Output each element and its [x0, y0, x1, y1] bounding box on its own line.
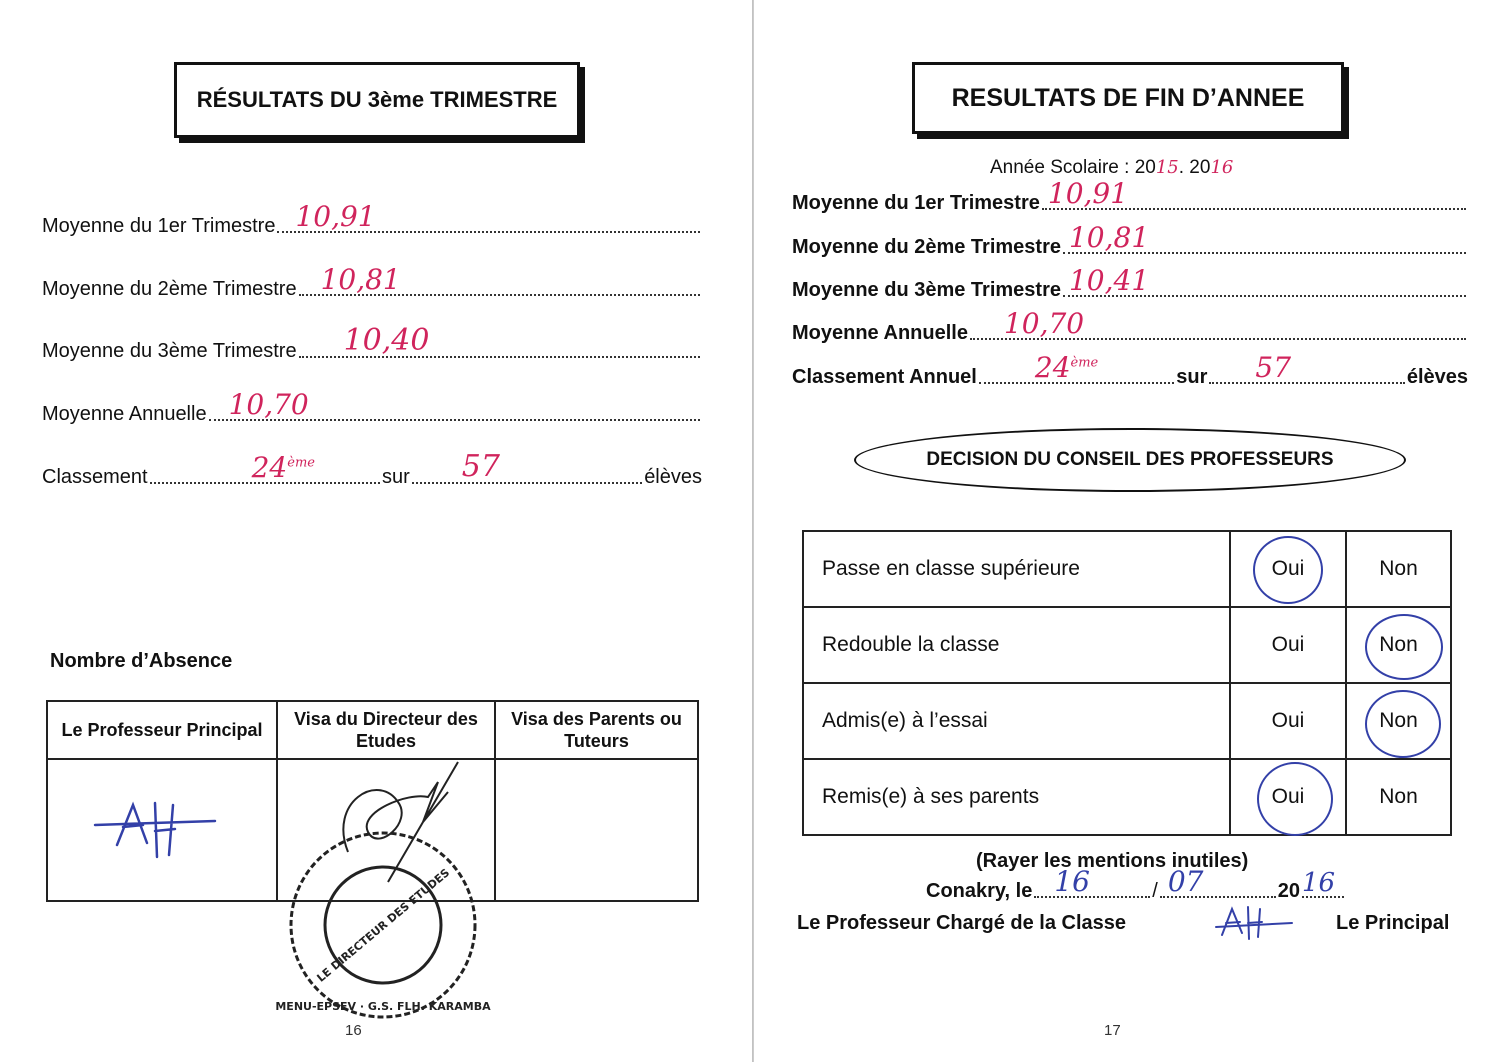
left-page-number: 16 [345, 1022, 362, 1039]
classement-label: Classement Annuel [792, 366, 977, 388]
choice-oui[interactable]: Oui [1230, 759, 1346, 835]
handwritten-value: 10,81 [320, 263, 401, 296]
date-line: Conakry, le 16 / 07 20 16 [926, 880, 1346, 903]
decision-title: DECISION DU CONSEIL DES PROFESSEURS [926, 449, 1334, 470]
dotted-leader [299, 263, 700, 296]
left-title-box [174, 62, 580, 138]
row-label: Moyenne du 1er Trimestre [42, 215, 276, 237]
decision-label: Redouble la classe [803, 607, 1230, 683]
classement-label: Classement [42, 466, 148, 488]
dotted-leader [1034, 865, 1150, 898]
rayer-note: (Rayer les mentions inutiles) [976, 850, 1249, 872]
right-page-number: 17 [1104, 1022, 1121, 1039]
class-teacher-signature [1216, 903, 1296, 943]
right-page [754, 0, 1500, 1062]
professor-signature [95, 795, 225, 865]
circle-mark [1257, 762, 1333, 836]
handwritten-value: 10,70 [1003, 307, 1085, 340]
dotted-leader [209, 388, 700, 421]
decision-row [803, 531, 1451, 607]
handwritten-value: 10,41 [1068, 264, 1150, 297]
sur-label: sur [1176, 366, 1208, 388]
right-row-4 [792, 307, 1468, 345]
dotted-leader [299, 323, 700, 358]
header-directeur: Visa du Directeur des Etudes [277, 701, 495, 759]
handwritten-value: 10,91 [295, 200, 376, 233]
row-label: Moyenne du 2ème Trimestre [42, 278, 297, 300]
handwritten-rank: 24ème [251, 451, 315, 484]
decision-row [803, 759, 1451, 835]
decision-label: Remis(e) à ses parents [803, 759, 1230, 835]
choice-non[interactable]: Non [1346, 683, 1451, 759]
decision-table [802, 530, 1452, 836]
date-month: 07 [1167, 865, 1204, 898]
dotted-leader [150, 451, 380, 484]
choice-oui[interactable]: Oui [1230, 531, 1346, 607]
school-year: Année Scolaire : 2015. 2016 [990, 157, 1234, 178]
choice-non[interactable]: Non [1346, 759, 1451, 835]
decision-row [803, 607, 1451, 683]
cell-parents-visa [495, 759, 698, 901]
stamp-ring-text: MENU-EPSEV · G.S. FLH. KARAMBA [275, 1000, 491, 1013]
dotted-leader [1160, 865, 1276, 898]
header-professeur: Le Professeur Principal [47, 701, 277, 759]
header-parents: Visa des Parents ou Tuteurs [495, 701, 698, 759]
left-row-1 [42, 200, 702, 238]
choice-oui[interactable]: Oui [1230, 683, 1346, 759]
row-label: Moyenne du 3ème Trimestre [792, 279, 1061, 301]
choice-oui[interactable]: Oui [1230, 607, 1346, 683]
left-row-4 [42, 388, 702, 426]
stamp-center-text: LE DIRECTEUR DES ETUDES [314, 866, 453, 985]
right-row-1 [792, 177, 1468, 215]
year1-digits: 15 [1155, 157, 1179, 178]
date-year: 16 [1302, 868, 1336, 898]
right-classement [792, 351, 1469, 389]
row-label: Moyenne du 3ème Trimestre [42, 340, 297, 362]
sur-label: sur [382, 466, 410, 488]
dotted-leader [970, 307, 1466, 340]
right-row-2 [792, 221, 1468, 259]
eleves-label: élèves [644, 466, 702, 488]
handwritten-total: 57 [461, 449, 500, 484]
left-row-2 [42, 263, 702, 301]
dotted-leader [1063, 264, 1466, 297]
dotted-leader [1063, 221, 1466, 254]
circle-mark [1365, 690, 1441, 758]
decision-row [803, 683, 1451, 759]
left-title: RÉSULTATS DU 3ème TRIMESTRE [196, 87, 558, 112]
row-label: Moyenne Annuelle [792, 322, 968, 344]
official-stamp [275, 825, 491, 1025]
right-title: RESULTATS DE FIN D’ANNEE [951, 83, 1305, 112]
dotted-leader [1209, 351, 1404, 384]
right-title-box [912, 62, 1344, 134]
handwritten-value: 10,40 [343, 323, 430, 358]
circle-mark [1365, 614, 1443, 680]
handwritten-rank: 24ème [1034, 351, 1099, 384]
handwritten-value: 10,70 [228, 388, 309, 421]
row-label: Moyenne Annuelle [42, 403, 207, 425]
decision-label: Passe en classe supérieure [803, 531, 1230, 607]
principal-label: Le Principal [1336, 912, 1450, 934]
row-label: Moyenne du 1er Trimestre [792, 192, 1040, 214]
absence-label: Nombre d’Absence [50, 650, 233, 672]
decision-title-oval [854, 428, 1406, 492]
dotted-leader [277, 200, 700, 233]
date-day: 16 [1054, 865, 1090, 898]
eleves-label: élèves [1406, 366, 1469, 388]
date-label: Conakry, le [926, 880, 1033, 902]
left-classement [42, 449, 702, 489]
dotted-leader [1042, 177, 1466, 210]
dotted-leader [979, 351, 1174, 384]
handwritten-value: 10,91 [1047, 177, 1129, 210]
year2-digits: 16 [1210, 157, 1234, 178]
dotted-leader [1302, 868, 1344, 898]
right-row-3 [792, 264, 1468, 302]
choice-non[interactable]: Non [1346, 531, 1451, 607]
dotted-leader [412, 449, 642, 484]
handwritten-value: 10,81 [1068, 221, 1150, 254]
decision-label: Admis(e) à l’essai [803, 683, 1230, 759]
choice-non[interactable]: Non [1346, 607, 1451, 683]
left-row-3 [42, 323, 702, 363]
handwritten-total: 57 [1255, 351, 1292, 384]
row-label: Moyenne du 2ème Trimestre [792, 236, 1061, 258]
prof-label: Le Professeur Chargé de la Classe [797, 912, 1127, 934]
circle-mark [1253, 536, 1323, 604]
